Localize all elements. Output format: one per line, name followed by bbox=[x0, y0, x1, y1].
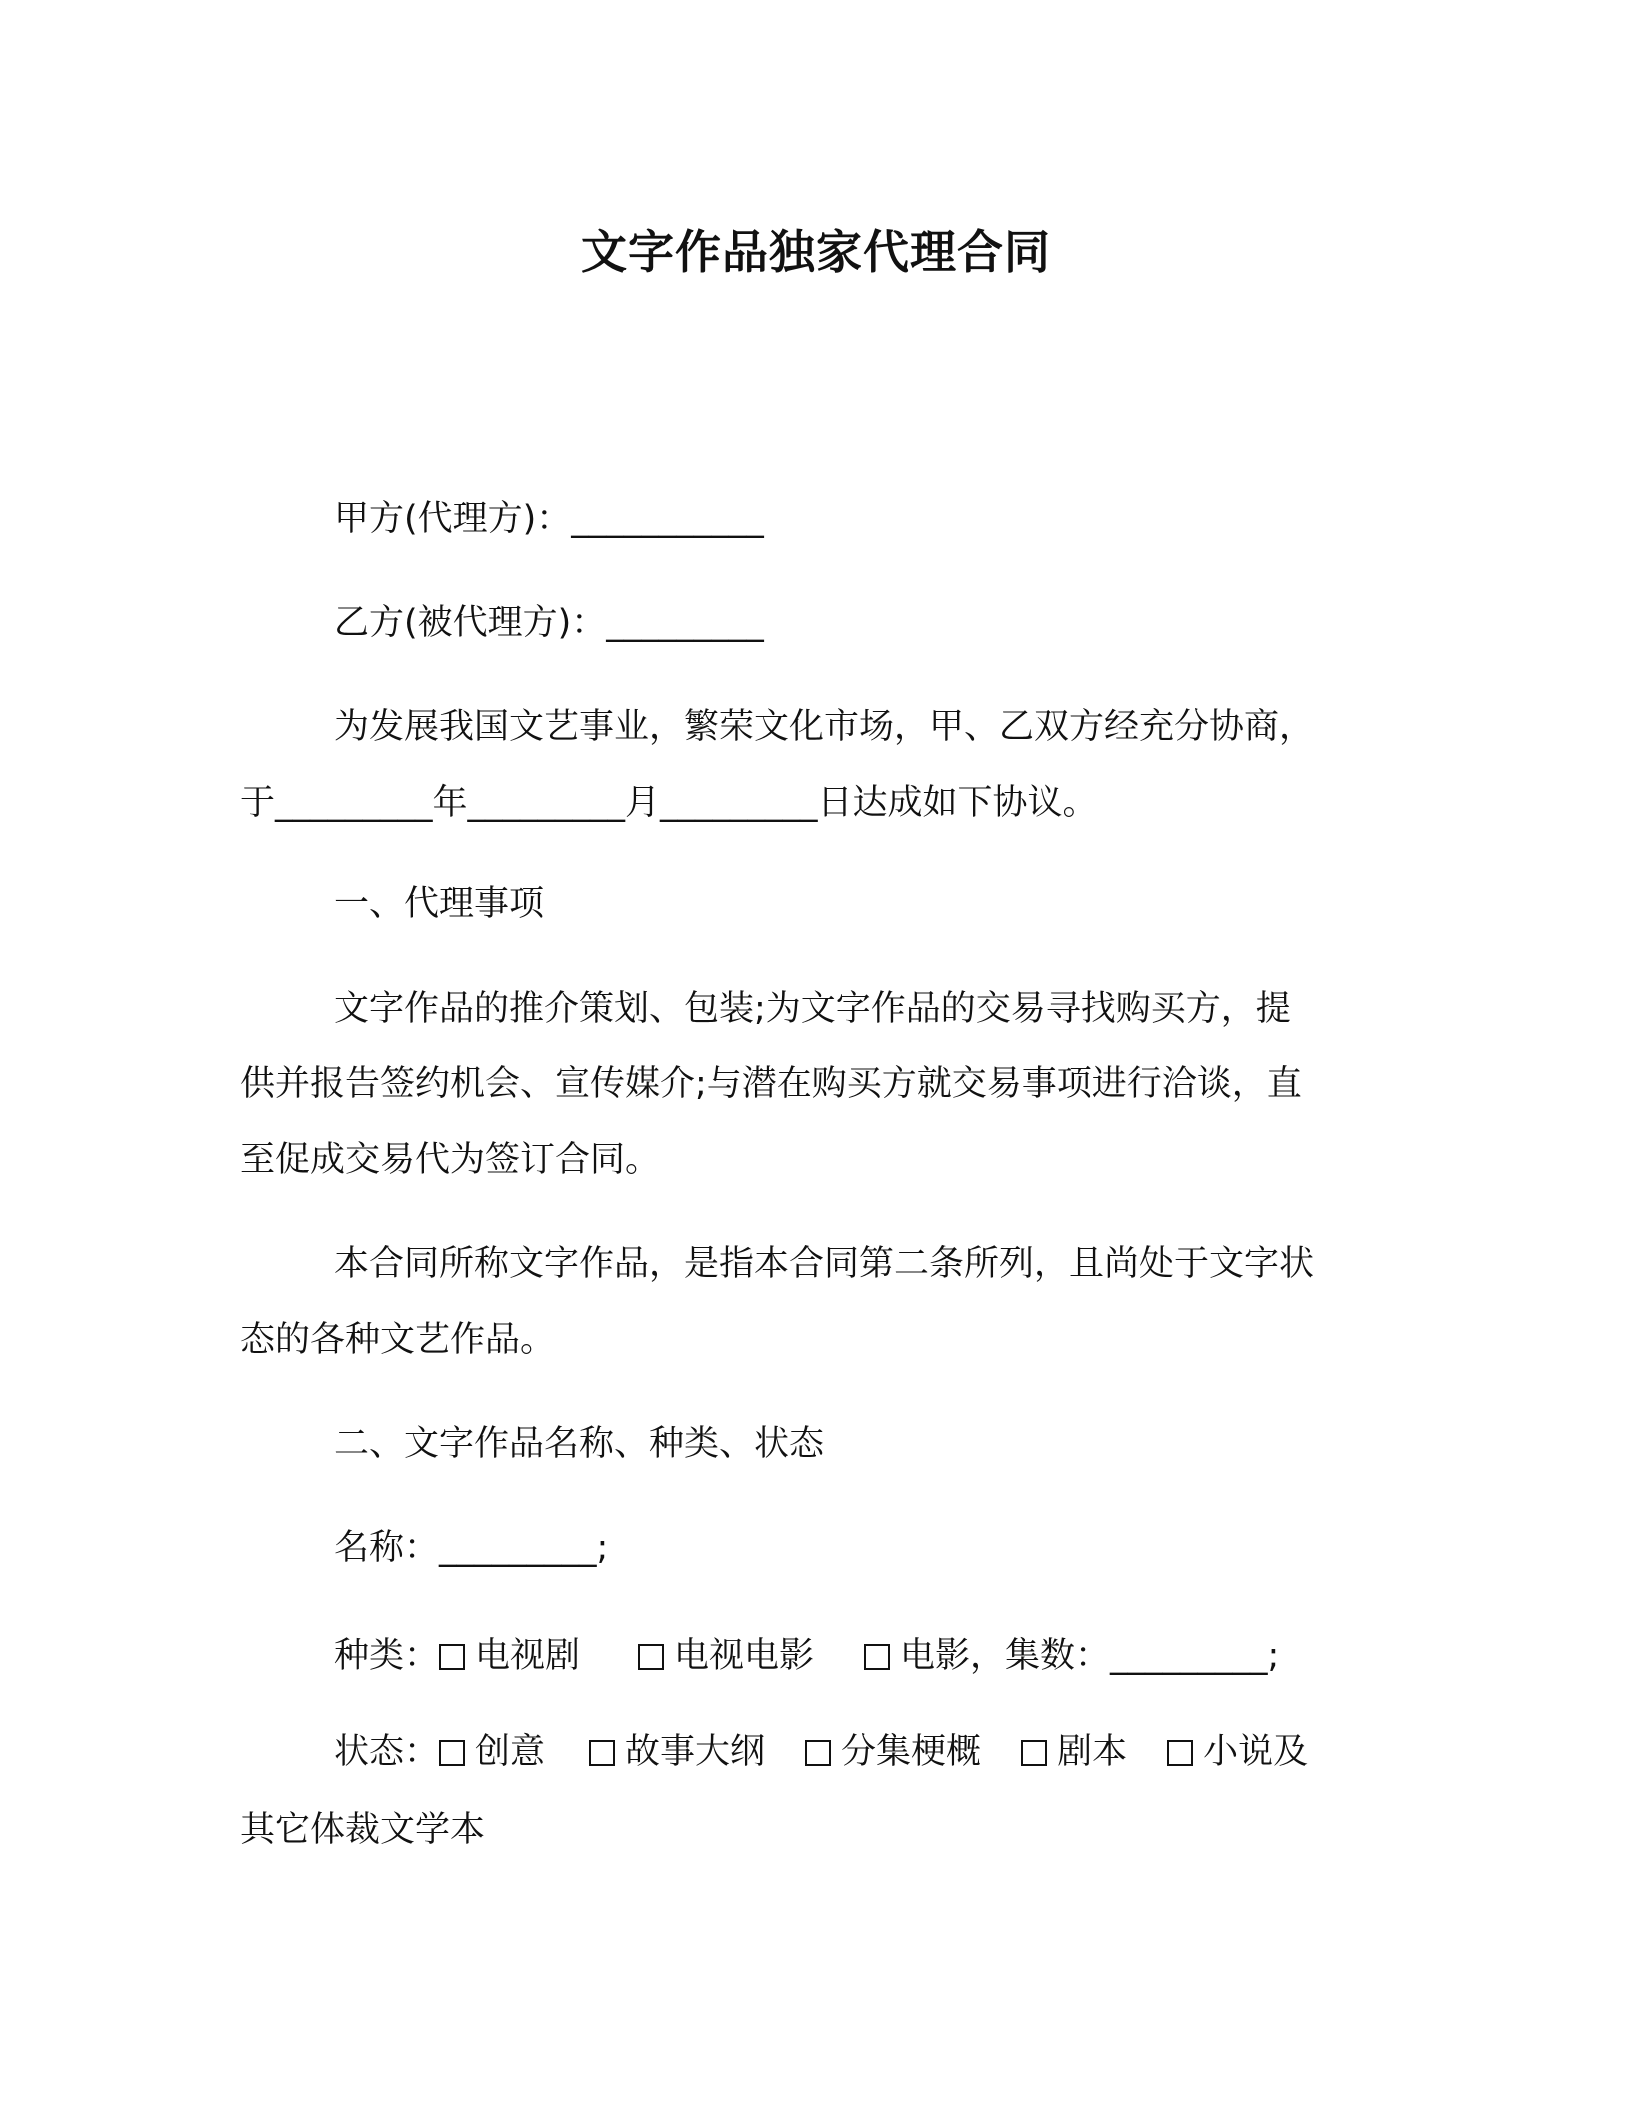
section-1-heading: 一、代理事项 bbox=[334, 884, 545, 924]
status-option-novel[interactable] bbox=[1167, 1728, 1308, 1776]
status-option-outline[interactable] bbox=[589, 1728, 765, 1776]
status-option-label: 故事大纲 bbox=[625, 1732, 766, 1772]
type-option-movie[interactable] bbox=[864, 1632, 1279, 1680]
work-name-line: 名称：_________; bbox=[334, 1528, 609, 1568]
section-1-para-2-line-2: 态的各种文艺作品。 bbox=[240, 1320, 556, 1360]
section-1-para-2-line-1: 本合同所称文字作品，是指本合同第二条所列，且尚处于文字状 bbox=[334, 1244, 1315, 1284]
type-option-label: 电视电影 bbox=[674, 1636, 815, 1676]
type-option-label: 电影，集数：_________; bbox=[900, 1636, 1280, 1676]
section-2-heading: 二、文字作品名称、种类、状态 bbox=[334, 1424, 825, 1464]
party-a-line: 甲方(代理方)：___________ bbox=[334, 499, 764, 539]
type-option-tv-series[interactable] bbox=[439, 1632, 580, 1680]
work-type-line bbox=[334, 1632, 1279, 1680]
status-option-script[interactable] bbox=[1021, 1728, 1127, 1776]
status-option-episode-synopsis[interactable] bbox=[805, 1728, 981, 1776]
checkbox-idea[interactable] bbox=[439, 1740, 465, 1766]
work-status-line bbox=[334, 1728, 1308, 1776]
status-option-label: 剧本 bbox=[1057, 1732, 1128, 1772]
checkbox-script[interactable] bbox=[1021, 1740, 1047, 1766]
work-status-label: 状态： bbox=[334, 1732, 440, 1772]
document-title: 文字作品独家代理合同 bbox=[581, 225, 1051, 279]
checkbox-episode-synopsis[interactable] bbox=[805, 1740, 831, 1766]
status-option-label: 创意 bbox=[475, 1732, 546, 1772]
section-1-para-1-line-1: 文字作品的推介策划、包装;为文字作品的交易寻找购买方，提 bbox=[334, 989, 1291, 1029]
status-option-label: 分集梗概 bbox=[841, 1732, 982, 1772]
status-option-label: 小说及 bbox=[1203, 1732, 1309, 1772]
status-option-idea[interactable] bbox=[439, 1728, 545, 1776]
type-option-label: 电视剧 bbox=[475, 1636, 581, 1676]
work-status-continuation: 其它体裁文学本 bbox=[240, 1810, 486, 1850]
party-b-line: 乙方(被代理方)：_________ bbox=[334, 603, 764, 643]
checkbox-tv-series[interactable] bbox=[439, 1644, 465, 1670]
checkbox-outline[interactable] bbox=[589, 1740, 615, 1766]
type-option-tv-movie[interactable] bbox=[638, 1632, 814, 1680]
intro-line-2: 于_________年_________月_________日达成如下协议。 bbox=[240, 783, 1098, 823]
checkbox-novel[interactable] bbox=[1167, 1740, 1193, 1766]
work-type-label: 种类： bbox=[334, 1636, 440, 1676]
section-1-para-1-line-2: 供并报告签约机会、宣传媒介;与潜在购买方就交易事项进行洽谈，直 bbox=[240, 1064, 1302, 1104]
checkbox-tv-movie[interactable] bbox=[638, 1644, 664, 1670]
intro-line-1: 为发展我国文艺事业，繁荣文化市场，甲、乙双方经充分协商， bbox=[334, 707, 1315, 747]
checkbox-movie[interactable] bbox=[864, 1644, 890, 1670]
section-1-para-1-line-3: 至促成交易代为签订合同。 bbox=[240, 1140, 661, 1180]
